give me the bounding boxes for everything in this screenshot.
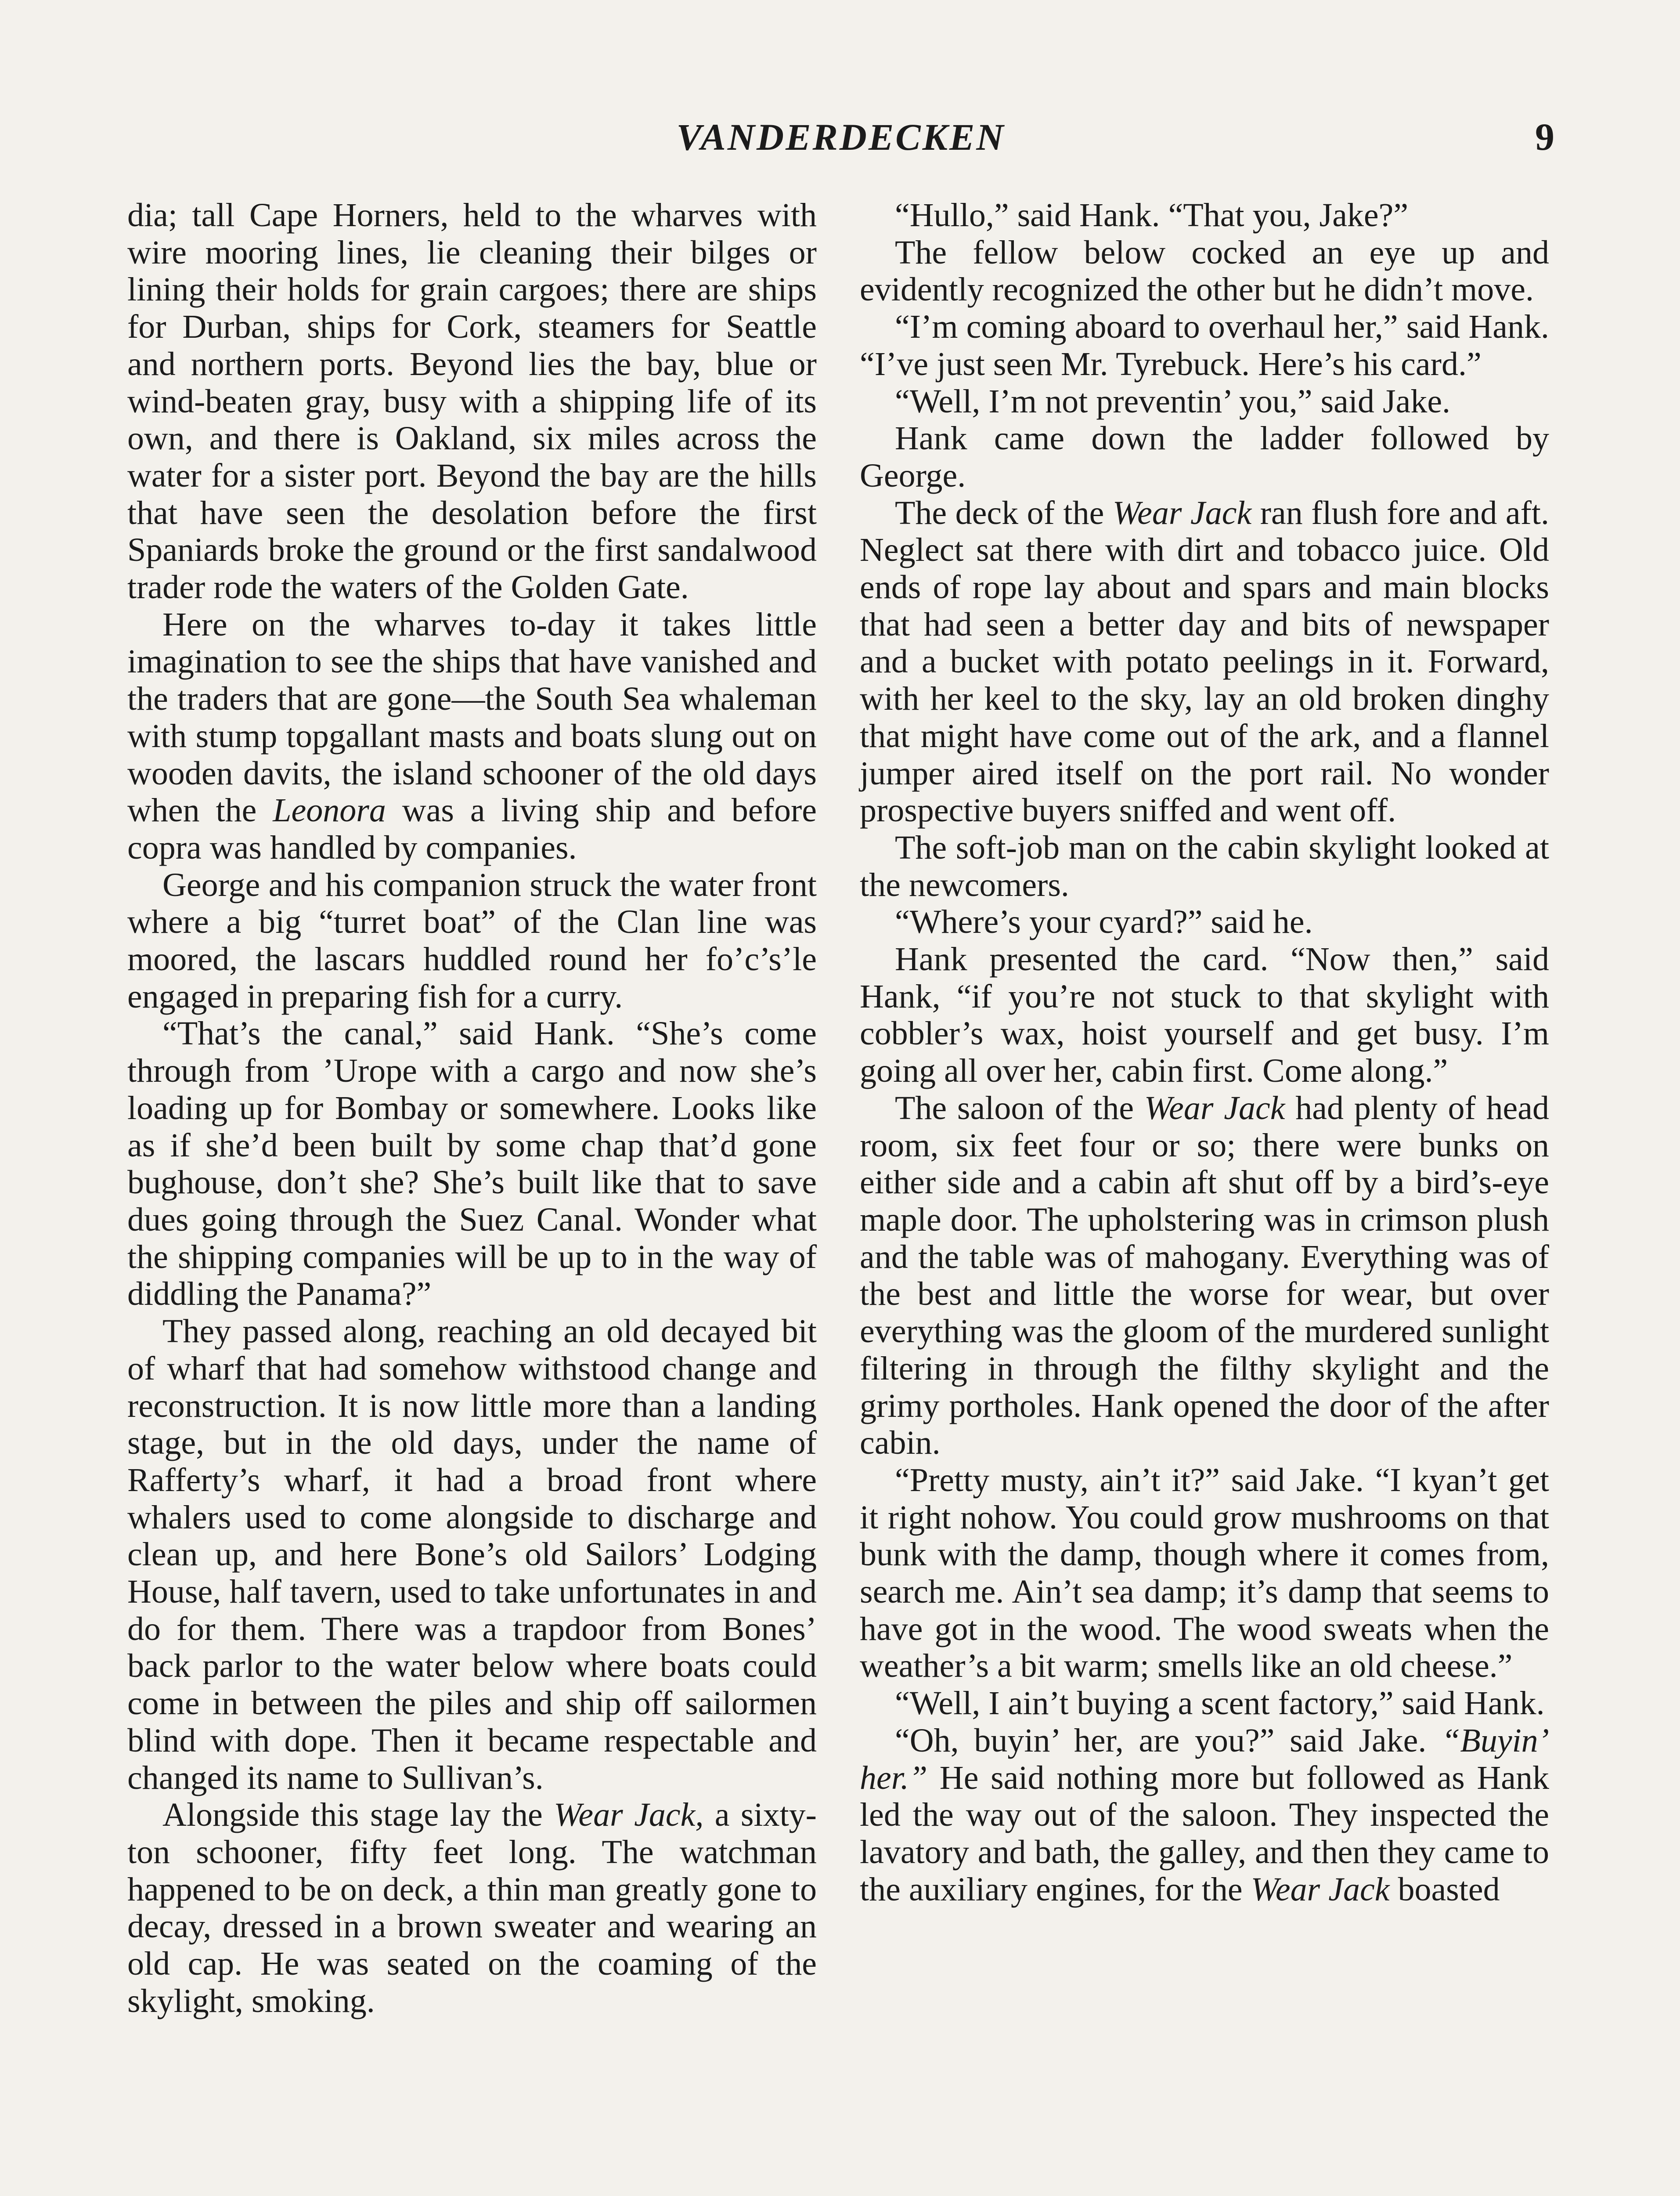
text-run: The deck of the [895, 494, 1113, 531]
paragraph: “Where’s your cyard?” said he. [895, 903, 1313, 941]
italic-text: Leonora [273, 792, 386, 829]
paragraph: “Well, I’m not preventin’ you,” said Jake. [895, 383, 1451, 420]
text-run: “Oh, buyin’ her, are you?” said Jake. [895, 1722, 1442, 1759]
paragraph [127, 606, 817, 867]
text-run: The saloon of the [895, 1089, 1144, 1127]
text-run: Here on the wharves to-day it takes little imagination to see the ships that have vanished and the traders that are gone—the South Sea whaleman with stump topgallant masts and boats slung out on wooden davits, the island schooner of the old days when the [127, 606, 817, 829]
paragraph: “I’m coming aboard to overhaul her,” said Hank. “I’ve just seen Mr. Tyrebuck. Here’s his card.” [860, 308, 1549, 383]
text-run: He said nothing more but followed as Hank led the way out of the saloon. They inspected the lavatory and bath, the galley, and then they came to the auxiliary engines, for the [860, 1759, 1549, 1908]
right-text-column [860, 197, 1549, 1908]
paragraph: Hank presented the card. “Now then,” said Hank, “if you’re not stuck to that skylight with cobbler’s wax, hoist yourself and get busy. I’m going all over her, cabin first. Come along.” [860, 941, 1549, 1090]
page-number: 9 [1535, 116, 1554, 159]
paragraph: “That’s the canal,” said Hank. “She’s come through from ’Urope with a cargo and now she’s loading up for Bombay or somewhere. Looks like as if she’d been built by some chap that’d gone bughouse, don’t she? She’s built like that to save dues going through the Suez Canal. Wonder what the shipping companies will be up to in the way of diddling the Panama?” [127, 1015, 817, 1313]
paragraph: They passed along, reaching an old decayed bit of wharf that had somehow withstood change and reconstruction. It is now little more than a landing stage, but in the old days, under the name of Rafferty’s wharf, it had a broad front where whalers used to come alongside to discharge and clean up, and here Bone’s old Sailors’ Lodging House, half tavern, used to take unfortunates in and do for them. There was a trapdoor from Bones’ back parlor to the water below where boats could come in between the piles and ship off sailormen blind with dope. Then it became respectable and changed its name to Sullivan’s. [127, 1313, 817, 1796]
italic-text: Wear Jack [1144, 1089, 1285, 1127]
italic-text: Wear Jack [1112, 494, 1252, 531]
text-run: Alongside this stage lay the [162, 1796, 554, 1834]
text-run: boasted [1389, 1871, 1500, 1908]
running-title: VANDERDECKEN [676, 116, 1006, 158]
paragraph: “Hullo,” said Hank. “That you, Jake?” [895, 197, 1409, 234]
paragraph [860, 1722, 1549, 1908]
text-run: was a living ship and before copra was handled by companies. [127, 792, 817, 866]
page-header [127, 115, 1554, 168]
paragraph: The soft-job man on the cabin skylight looked at the newcomers. [860, 829, 1549, 903]
text-run: a sixty-ton schooner, fifty feet long. The watchman happened to be on deck, a thin man greatly gone to decay, dressed in a brown sweater and wearing an old cap. He was seated on the coaming of the skylight, smoking. [127, 1796, 817, 2019]
paragraph: Hank came down the ladder followed by George. [860, 420, 1549, 494]
paragraph [860, 495, 1549, 829]
paragraph [127, 1796, 817, 2019]
italic-text: Wear Jack, [554, 1796, 704, 1834]
text-run: had plenty of head room, six feet four or so; there were bunks on either side and a cabin aft shut off by a bird’s-eye maple door. The upholstering was in crimson plush and the table was of mahogany. Everything was of the best and little the worse for wear, but over everything was the gloom of the murdered sunlight filtering in through the filthy skylight and the grimy portholes. Hank opened the door of the after cabin. [860, 1089, 1549, 1462]
paragraph: “Well, I ain’t buying a scent factory,” said Hank. [895, 1685, 1545, 1722]
italic-text: Wear Jack [1251, 1871, 1390, 1908]
text-run: ran flush fore and aft. Neglect sat there with dirt and tobacco juice. Old ends of rope lay about and spars and main blocks that had seen a better day and bits of newspaper and a bucket with potato peelings in it. Forward, with her keel to the sky, lay an old broken dinghy that might have come out of the ark, and a flannel jumper aired itself on the port rail. No wonder prospective buyers sniffed and went off. [860, 494, 1550, 829]
paragraph: George and his companion struck the water front where a big “turret boat” of the Clan line was moored, the lascars huddled round her fo’c’s’le engaged in preparing fish for a curry. [127, 866, 817, 1015]
paragraph: The fellow below cocked an eye up and evidently recognized the other but he didn’t move. [860, 234, 1549, 308]
italic-text: “Buyin’ her.” [860, 1722, 1549, 1796]
left-text-column [127, 197, 817, 2019]
paragraph [860, 1090, 1549, 1462]
paragraph: “Pretty musty, ain’t it?” said Jake. “I kyan’t get it right nohow. You could grow mushrooms on that bunk with the damp, though where it comes from, search me. Ain’t sea damp; it’s damp that seems to have got in the wood. The wood sweats when the weather’s a bit warm; smells like an old cheese.” [860, 1461, 1549, 1685]
paragraph: dia; tall Cape Horners, held to the wharves with wire mooring lines, lie cleaning their bilges or lining their holds for grain cargoes; there are ships for Durban, ships for Cork, steamers for Seattle and northern ports. Beyond lies the bay, blue or wind-beaten gray, busy with a shipping life of its own, and there is Oakland, six miles across the water for a sister port. Beyond the bay are the hills that have seen the desolation before the first Spaniards broke the ground or the first sandalwood trader rode the waters of the Golden Gate. [127, 197, 817, 606]
